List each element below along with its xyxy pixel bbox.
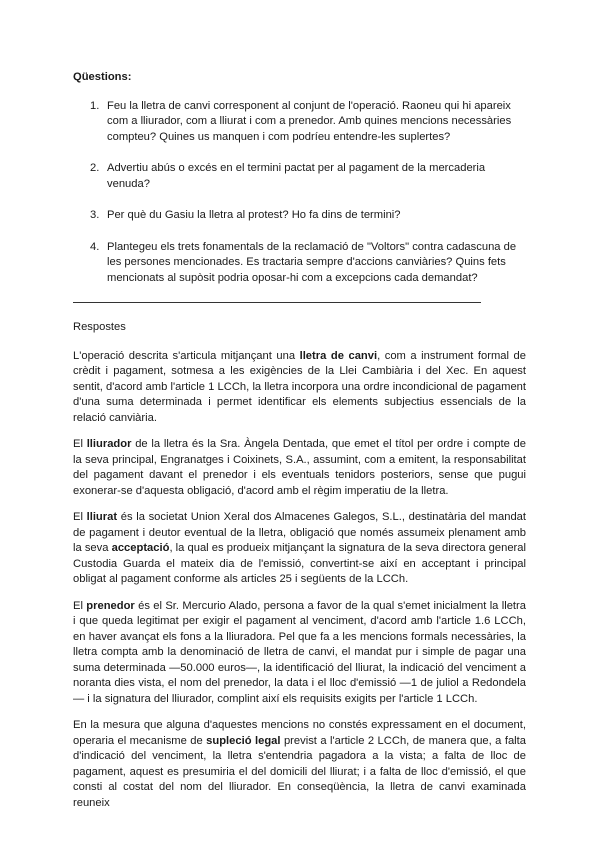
text-run: L'operació descrita s'articula mitjançant una [73, 349, 300, 362]
text-run: El [73, 511, 87, 523]
answer-paragraph [73, 510, 526, 588]
answer-paragraph [73, 437, 526, 499]
bold-term: lletra de canvi [299, 349, 378, 362]
text-run: El [73, 438, 87, 450]
answer-paragraph [73, 349, 526, 427]
text-run: és la societat Union Xeral dos Almacenes Galegos, S.L., destinatària del mandat de pagament i deutor eventual de la lletra, obligació que només assumeix plenament amb la seva [73, 511, 526, 554]
question-text: Feu la lletra de canvi corresponent al conjunt de l'operació. Raoneu qui hi apareix com a lliurador, com a lliurat i com a prenedor. Amb quines mencions necessàries compteu? Quines us manquen i com podríeu entendre-les suplertes? [107, 99, 512, 143]
text-run: En la mesura que alguna d'aquestes mencions no constés expressament en el document, operaria el mecanisme de [73, 719, 526, 747]
text-run: previst a l'article 2 LCCh, de manera que, a falta d'indicació del venciment, la lletra s'entendria pagadora a la vista; a falta de lloc de pagament, aquest es presumiria el del domicili del lliurat; i a falta de lloc d'emissió, el que consti al costat del nom del lliurador. En conseqüència, la lletra de canvi examinada reuneix [73, 734, 526, 809]
bold-term: prenedor [86, 599, 135, 612]
bold-term: lliurat [86, 511, 118, 523]
answer-paragraph [73, 599, 526, 708]
bold-term: lliurador [86, 438, 132, 450]
question-number: 4. [90, 240, 100, 253]
text-run: , la qual es produeix mitjançant la signatura de la seva directora general Custodia Guarda el mateix dia de l'emissió, convertint-se així en acceptant i principal obligat al pagament conforme als articles 25 i següents de la LCCh. [73, 542, 526, 585]
separator-line [73, 302, 481, 303]
answer-paragraph [73, 718, 526, 811]
question-item [90, 240, 526, 287]
question-number: 1. [90, 99, 100, 112]
question-item [90, 208, 526, 224]
question-text: Per què du Gasiu la lletra al protest? Ho fa dins de termini? [107, 209, 401, 221]
text-run: El [73, 599, 87, 612]
text-run: , com a instrument formal de crèdit i pagament, sotmesa a les exigències de la Llei Cambiària i del Xec. En aquest sentit, d'acord amb l'article 1 LCCh, la lletra incorpora una ordre incondicional de pagament d'una suma determinada i permet identificar els elements subjectius essencials de la relació canviària. [73, 349, 526, 424]
bold-term: supleció legal [206, 734, 281, 747]
question-text: Advertiu abús o excés en el termini pactat per al pagament de la mercaderia venuda? [107, 162, 486, 190]
question-number: 3. [90, 209, 100, 221]
question-item [90, 161, 526, 192]
bold-term: acceptació [111, 542, 170, 554]
question-item [90, 99, 526, 146]
questions-list [73, 99, 526, 287]
text-run: de la lletra és la Sra. Àngela Dentada, que emet el títol per ordre i compte de la seva principal, Engranatges i Coixinets, S.A., assumint, com a emitent, la responsabilitat del pagament davant el prenedor i els eventuals tenidors posteriors, sense que pugui exonerar-se d'aquesta obligació, d'acord amb el règim imperatiu de la lletra. [73, 438, 527, 497]
questions-heading: Qüestions: [73, 71, 132, 83]
question-text: Plantegeu els trets fonamentals de la reclamació de "Voltors" contra cadascuna de les persones mencionades. Es tractaria sempre d'accions canviàries? Quins fets mencionats al supòsit podria oposar-hi com a excepcions cada demandat? [107, 240, 517, 284]
answers-heading: Respostes [73, 321, 126, 333]
question-number: 2. [90, 162, 100, 174]
text-run: és el Sr. Mercurio Alado, persona a favor de la qual s'emet inicialment la lletra i que queda legitimat per exigir el pagament al venciment, d'acord amb l'article 1.6 LCCh, en haver avançat els fons a la lliuradora. Pel que fa a les mencions formals necessàries, la lletra compta amb la denominació de lletra de canvi, el mandat pur i simple de pagar una suma determinada —50.000 euros—, la identificació del lliurat, la indicació del venciment a noranta dies vista, el nom del prenedor, la data i el lloc d'emissió —1 de juliol a Redondela— i la signatura del lliurador, complint així els requisits exigits per l'article 1 LCCh. [73, 599, 526, 705]
